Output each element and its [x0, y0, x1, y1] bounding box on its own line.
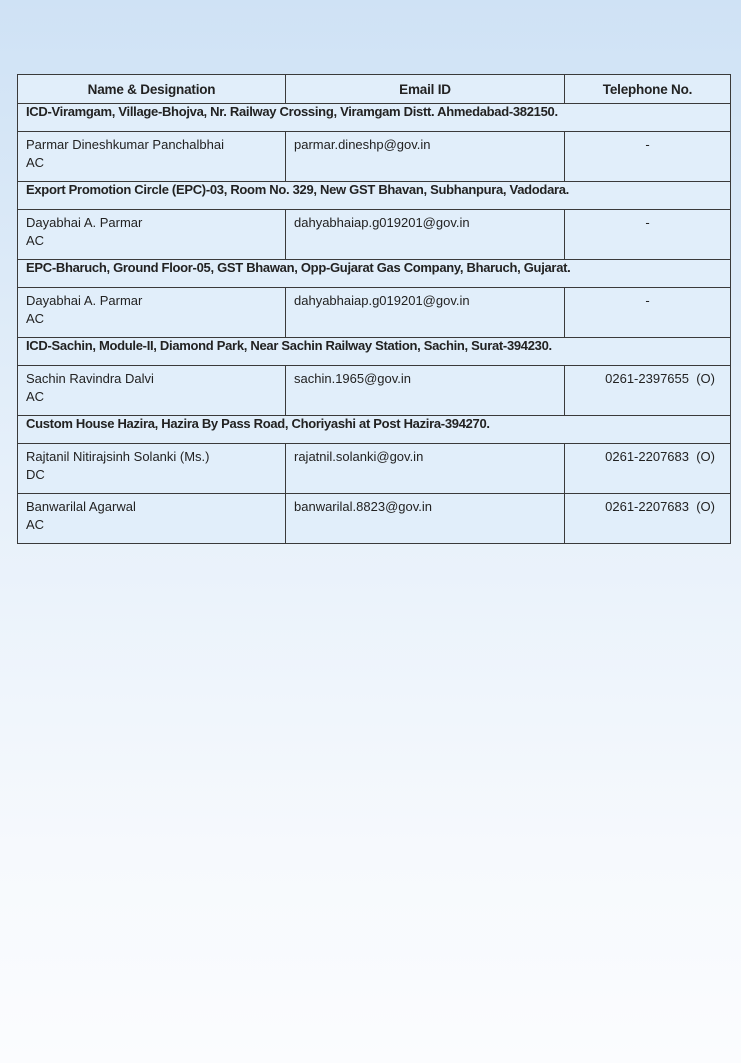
table-row [18, 210, 731, 260]
header-email-id: Email ID [286, 75, 565, 104]
telephone-cell: 0261-2397655 (O) [565, 366, 731, 416]
officer-designation: AC [26, 517, 45, 532]
email-cell[interactable]: sachin.1965@gov.in [286, 366, 565, 416]
table-row [18, 366, 731, 416]
telephone-cell: - [565, 210, 731, 260]
officer-name: Banwarilal Agarwal [26, 499, 136, 514]
section-row [18, 416, 731, 444]
email-cell[interactable]: parmar.dineshp@gov.in [286, 132, 565, 182]
officer-name: Rajtanil Nitirajsinh Solanki (Ms.) [26, 449, 210, 464]
officer-designation: AC [26, 389, 45, 404]
section-row [18, 260, 731, 288]
name-cell [18, 494, 286, 544]
telephone-cell: 0261-2207683 (O) [565, 444, 731, 494]
officer-name: Dayabhai A. Parmar [26, 215, 143, 230]
section-title: Custom House Hazira, Hazira By Pass Road, Choriyashi at Post Hazira-394270. [18, 416, 731, 444]
officer-designation: AC [26, 311, 45, 326]
section-row [18, 104, 731, 132]
email-cell[interactable]: banwarilal.8823@gov.in [286, 494, 565, 544]
email-cell[interactable]: rajatnil.solanki@gov.in [286, 444, 565, 494]
table-header-row [18, 75, 731, 104]
telephone-cell: - [565, 132, 731, 182]
table-row [18, 288, 731, 338]
section-title: EPC-Bharuch, Ground Floor-05, GST Bhawan, Opp-Gujarat Gas Company, Bharuch, Gujarat. [18, 260, 731, 288]
officer-name: Dayabhai A. Parmar [26, 293, 143, 308]
section-title: ICD-Viramgam, Village-Bhojva, Nr. Railway Crossing, Viramgam Distt. Ahmedabad-382150. [18, 104, 731, 132]
table-row [18, 444, 731, 494]
officer-designation: AC [26, 155, 45, 170]
section-title: ICD-Sachin, Module-II, Diamond Park, Near Sachin Railway Station, Sachin, Surat-394230. [18, 338, 731, 366]
name-cell [18, 366, 286, 416]
name-cell [18, 444, 286, 494]
header-name-designation: Name & Designation [18, 75, 286, 104]
officer-designation: DC [26, 467, 45, 482]
contact-directory [17, 74, 730, 544]
table-row [18, 494, 731, 544]
contact-table [17, 74, 731, 544]
email-cell[interactable]: dahyabhaiap.g019201@gov.in [286, 288, 565, 338]
section-row [18, 338, 731, 366]
officer-designation: AC [26, 233, 45, 248]
header-telephone: Telephone No. [565, 75, 731, 104]
name-cell [18, 210, 286, 260]
table-row [18, 132, 731, 182]
officer-name: Parmar Dineshkumar Panchalbhai [26, 137, 224, 152]
name-cell [18, 288, 286, 338]
section-row [18, 182, 731, 210]
telephone-cell: - [565, 288, 731, 338]
section-title: Export Promotion Circle (EPC)-03, Room No. 329, New GST Bhavan, Subhanpura, Vadodara. [18, 182, 731, 210]
officer-name: Sachin Ravindra Dalvi [26, 371, 154, 386]
email-cell[interactable]: dahyabhaiap.g019201@gov.in [286, 210, 565, 260]
name-cell [18, 132, 286, 182]
telephone-cell: 0261-2207683 (O) [565, 494, 731, 544]
